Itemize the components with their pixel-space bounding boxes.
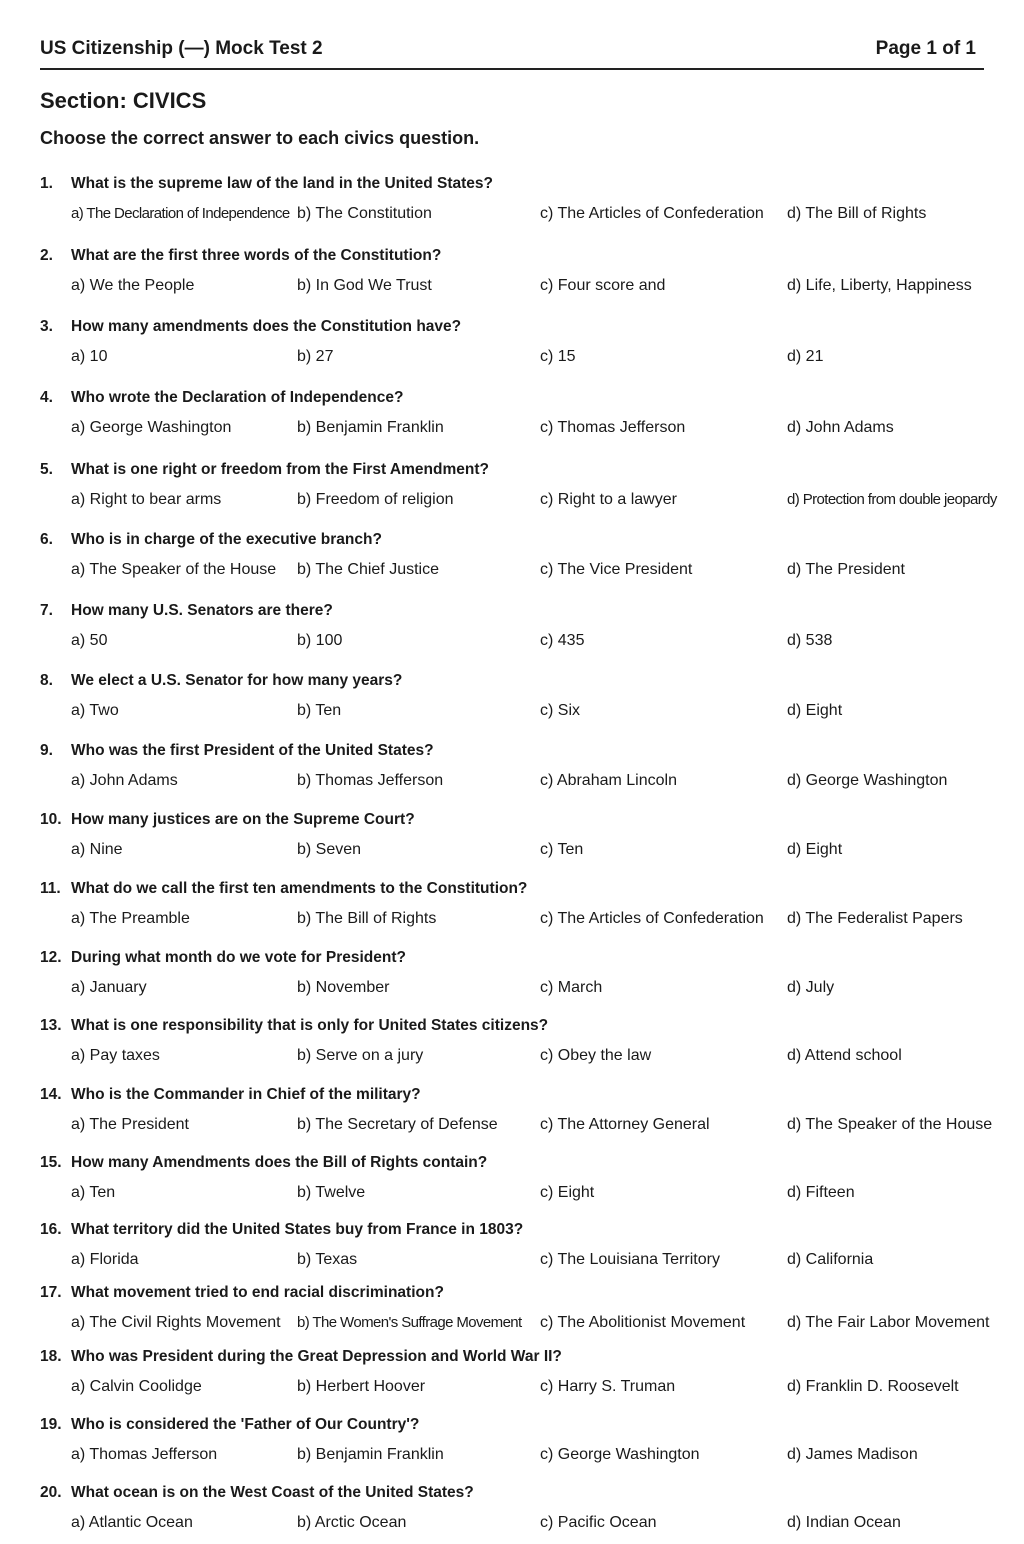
option-b[interactable]: b) Serve on a jury [297,1047,424,1064]
option-a[interactable]: a) Florida [71,1251,139,1268]
option-b[interactable]: b) The Constitution [297,205,432,222]
question-text: What is one right or freedom from the First Amendment? [71,461,489,478]
option-a[interactable]: a) The Civil Rights Movement [71,1314,281,1331]
option-b[interactable]: b) Texas [297,1251,358,1268]
question-number: 11. [40,880,61,897]
question-text: What movement tried to end racial discrimination? [71,1284,444,1301]
question-text: How many amendments does the Constitution have? [71,318,462,335]
option-b[interactable]: b) The Bill of Rights [297,910,437,927]
option-d[interactable]: d) Eight [787,702,843,719]
option-a[interactable]: a) Calvin Coolidge [71,1378,202,1395]
question-text: During what month do we vote for President? [71,949,406,966]
question-19 [40,1416,1020,1476]
option-c[interactable]: c) Six [540,702,580,719]
question-4 [40,389,1020,449]
question-number: 8. [40,672,53,689]
question-number: 13. [40,1017,62,1034]
option-a[interactable]: a) Thomas Jefferson [71,1446,218,1463]
option-d[interactable]: d) The Speaker of the House [787,1116,993,1133]
option-d[interactable]: d) July [787,979,835,996]
question-number: 1. [40,175,53,192]
option-d[interactable]: d) Protection from double jeopardy [787,491,997,508]
option-c[interactable]: c) The Attorney General [540,1116,710,1133]
question-11 [40,880,1020,940]
question-15 [40,1154,1020,1214]
question-number: 4. [40,389,53,406]
question-number: 14. [40,1086,62,1103]
option-a[interactable]: a) Atlantic Ocean [71,1514,193,1531]
option-b[interactable]: b) Thomas Jefferson [297,772,444,789]
option-b[interactable]: b) 100 [297,632,343,649]
question-text: Who is considered the 'Father of Our Country'? [71,1416,420,1433]
question-number: 17. [40,1284,62,1301]
option-c[interactable]: c) Four score and [540,277,666,294]
question-text: What do we call the first ten amendments to the Constitution? [71,880,528,897]
option-c[interactable]: c) Right to a lawyer [540,491,677,508]
option-b[interactable]: b) Arctic Ocean [297,1514,407,1531]
question-text: What are the first three words of the Constitution? [71,247,442,264]
option-c[interactable]: c) The Articles of Confederation [540,910,764,927]
question-text: Who is the Commander in Chief of the military? [71,1086,421,1103]
question-text: Who wrote the Declaration of Independence? [71,389,404,406]
option-d[interactable]: d) The Federalist Papers [787,910,963,927]
document-title: US Citizenship (—) Mock Test 2 [40,38,323,59]
option-c[interactable]: c) The Vice President [540,561,693,578]
option-d[interactable]: d) California [787,1251,874,1268]
question-text: Who was the first President of the United States? [71,742,434,759]
option-c[interactable]: c) Pacific Ocean [540,1514,657,1531]
question-number: 9. [40,742,53,759]
section-title: Section: CIVICS [40,88,207,113]
option-b[interactable]: b) The Secretary of Defense [297,1116,498,1133]
question-13 [40,1017,1020,1077]
option-c[interactable]: c) George Washington [540,1446,700,1463]
option-d[interactable]: d) Attend school [787,1047,902,1064]
question-text: What is the supreme law of the land in the United States? [71,175,493,192]
option-a[interactable]: a) Nine [71,841,123,858]
option-b[interactable]: b) 27 [297,348,334,365]
option-c[interactable]: c) Obey the law [540,1047,652,1064]
option-a[interactable]: a) January [71,979,147,996]
question-12 [40,949,1020,1009]
option-b[interactable]: b) The Chief Justice [297,561,439,578]
option-b[interactable]: b) Twelve [297,1184,366,1201]
question-text: Who is in charge of the executive branch? [71,531,382,548]
question-1 [40,175,1020,235]
option-b[interactable]: b) Seven [297,841,362,858]
option-c[interactable]: c) Ten [540,841,584,858]
question-number: 15. [40,1154,62,1171]
option-d[interactable]: d) Life, Liberty, Happiness [787,277,972,294]
option-d[interactable]: d) The Fair Labor Movement [787,1314,990,1331]
option-c[interactable]: c) Thomas Jefferson [540,419,686,436]
question-text: Who was President during the Great Depression and World War II? [71,1348,562,1365]
option-a[interactable]: a) The Declaration of Independence [71,205,290,222]
option-a[interactable]: a) The President [71,1116,189,1133]
option-a[interactable]: a) Ten [71,1184,116,1201]
option-b[interactable]: b) Benjamin Franklin [297,419,444,436]
question-20 [40,1484,1020,1544]
question-8 [40,672,1020,732]
option-d[interactable]: d) John Adams [787,419,894,436]
option-a[interactable]: a) The Speaker of the House [71,561,277,578]
question-text: How many justices are on the Supreme Court? [71,811,415,828]
option-d[interactable]: d) Indian Ocean [787,1514,901,1531]
option-d[interactable]: d) James Madison [787,1446,918,1463]
option-d[interactable]: d) Franklin D. Roosevelt [787,1378,959,1395]
option-c[interactable]: c) Eight [540,1184,595,1201]
option-a[interactable]: a) 50 [71,632,108,649]
question-7 [40,602,1020,662]
page-number: Page 1 of 1 [875,38,976,59]
option-d[interactable]: d) Fifteen [787,1184,855,1201]
option-a[interactable]: a) Pay taxes [71,1047,160,1064]
option-d[interactable]: d) The Bill of Rights [787,205,927,222]
question-text: What territory did the United States buy from France in 1803? [71,1221,524,1238]
question-text: What is one responsibility that is only for United States citizens? [71,1017,549,1034]
option-b[interactable]: b) November [297,979,390,996]
question-16 [40,1221,1020,1281]
question-number: 16. [40,1221,62,1238]
question-number: 18. [40,1348,62,1365]
option-d[interactable]: d) 538 [787,632,833,649]
question-17 [40,1284,1020,1344]
question-number: 20. [40,1484,62,1501]
option-a[interactable]: a) George Washington [71,419,232,436]
option-b[interactable]: b) Freedom of religion [297,491,454,508]
option-c[interactable]: c) 15 [540,348,576,365]
option-d[interactable]: d) George Washington [787,772,948,789]
option-a[interactable]: a) 10 [71,348,108,365]
question-number: 6. [40,531,53,548]
question-2 [40,247,1020,307]
question-text: How many U.S. Senators are there? [71,602,333,619]
option-d[interactable]: d) Eight [787,841,843,858]
question-3 [40,318,1020,378]
option-a[interactable]: a) The Preamble [71,910,190,927]
question-number: 10. [40,811,62,828]
option-a[interactable]: a) Right to bear arms [71,491,222,508]
question-text: We elect a U.S. Senator for how many years? [71,672,403,689]
question-number: 7. [40,602,53,619]
option-c[interactable]: c) The Louisiana Territory [540,1251,720,1268]
option-b[interactable]: b) Ten [297,702,342,719]
option-b[interactable]: b) Herbert Hoover [297,1378,426,1395]
option-a[interactable]: a) Two [71,702,119,719]
question-6 [40,531,1020,591]
option-b[interactable]: b) The Women's Suffrage Movement [297,1314,522,1331]
page-header [40,38,984,70]
option-c[interactable]: c) 435 [540,632,585,649]
question-14 [40,1086,1020,1146]
question-number: 5. [40,461,53,478]
section-instructions: Choose the correct answer to each civics question. [40,128,480,148]
question-number: 2. [40,247,53,264]
option-c[interactable]: c) The Articles of Confederation [540,205,764,222]
option-c[interactable]: c) Harry S. Truman [540,1378,676,1395]
option-b[interactable]: b) Benjamin Franklin [297,1446,444,1463]
option-a[interactable]: a) We the People [71,277,195,294]
option-d[interactable]: d) The President [787,561,905,578]
option-c[interactable]: c) March [540,979,603,996]
question-18 [40,1348,1020,1408]
question-number: 3. [40,318,53,335]
option-c[interactable]: c) The Abolitionist Movement [540,1314,746,1331]
question-text: What ocean is on the West Coast of the United States? [71,1484,474,1501]
option-b[interactable]: b) In God We Trust [297,277,432,294]
option-a[interactable]: a) John Adams [71,772,178,789]
option-d[interactable]: d) 21 [787,348,824,365]
option-c[interactable]: c) Abraham Lincoln [540,772,677,789]
question-text: How many Amendments does the Bill of Rights contain? [71,1154,488,1171]
question-9 [40,742,1020,802]
question-10 [40,811,1020,871]
question-number: 19. [40,1416,62,1433]
question-5 [40,461,1020,521]
question-number: 12. [40,949,62,966]
